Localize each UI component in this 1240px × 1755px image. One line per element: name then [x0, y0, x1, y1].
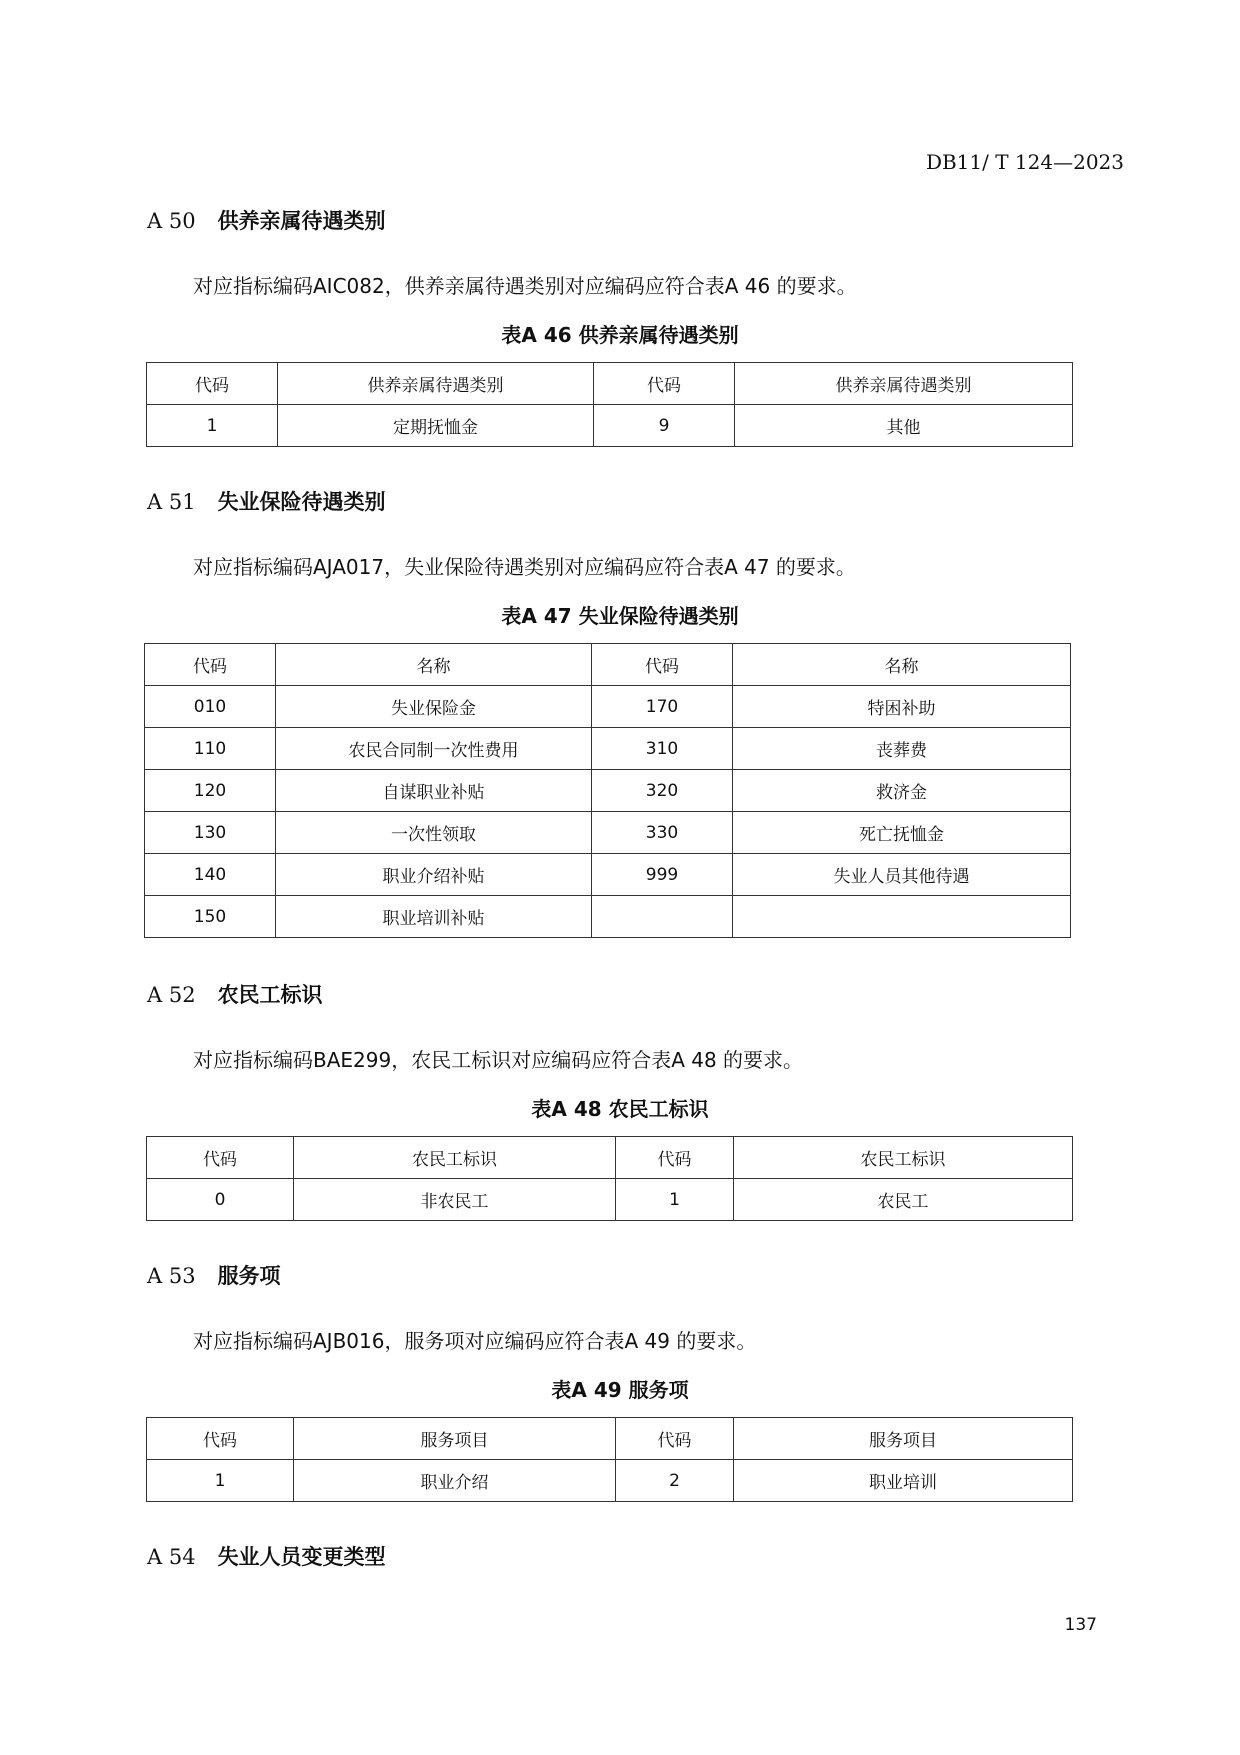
- code-cell: 999: [592, 854, 733, 896]
- code-cell: 140: [145, 854, 276, 896]
- header-cell: 代码: [594, 363, 735, 405]
- section-paragraph-a50: 对应指标编码AIC082，供养亲属待遇类别对应编码应符合表A 46 的要求。: [193, 274, 857, 298]
- table-caption-a46: 表A 46 供养亲属待遇类别: [501, 323, 739, 347]
- section-number: A 52: [147, 983, 196, 1007]
- code-table-a49: [146, 1417, 1073, 1502]
- name-cell: 死亡抚恤金: [733, 812, 1071, 854]
- name-cell: 职业培训补贴: [276, 896, 592, 938]
- name-cell: 自谋职业补贴: [276, 770, 592, 812]
- code-cell: 120: [145, 770, 276, 812]
- table-header-row: [145, 644, 1071, 686]
- name-cell: 非农民工: [294, 1179, 616, 1221]
- section-heading-a50: [147, 205, 386, 235]
- name-cell: 职业介绍补贴: [276, 854, 592, 896]
- section-title: 农民工标识: [217, 983, 323, 1007]
- header-cell: 供养亲属待遇类别: [278, 363, 594, 405]
- section-paragraph-a51: 对应指标编码AJA017，失业保险待遇类别对应编码应符合表A 47 的要求。: [193, 555, 856, 579]
- header-cell: 代码: [147, 363, 278, 405]
- section-title: 供养亲属待遇类别: [217, 209, 386, 233]
- code-cell: 110: [145, 728, 276, 770]
- header-cell: 代码: [147, 1137, 294, 1179]
- code-cell: 0: [147, 1179, 294, 1221]
- header-cell: 服务项目: [294, 1418, 616, 1460]
- header-cell: 名称: [733, 644, 1071, 686]
- header-cell: 代码: [145, 644, 276, 686]
- code-cell: 320: [592, 770, 733, 812]
- header-cell: 代码: [592, 644, 733, 686]
- name-cell: 特困补助: [733, 686, 1071, 728]
- header-cell: 农民工标识: [734, 1137, 1073, 1179]
- code-cell: 1: [616, 1179, 734, 1221]
- code-cell: 310: [592, 728, 733, 770]
- name-cell: 救济金: [733, 770, 1071, 812]
- name-cell: 农民工: [734, 1179, 1073, 1221]
- section-number: A 51: [147, 490, 196, 514]
- name-cell: 其他: [735, 405, 1073, 447]
- code-table-a46: [146, 362, 1073, 447]
- name-cell: 职业介绍: [294, 1460, 616, 1502]
- code-cell: 170: [592, 686, 733, 728]
- name-cell: 失业人员其他待遇: [733, 854, 1071, 896]
- section-title: 失业保险待遇类别: [217, 490, 386, 514]
- page-number: 137: [1064, 1615, 1097, 1635]
- section-heading-a51: [147, 486, 386, 516]
- table-caption-a48: 表A 48 农民工标识: [531, 1097, 709, 1121]
- table-row: [147, 1179, 1073, 1221]
- header-cell: 代码: [616, 1137, 734, 1179]
- code-cell: 1: [147, 1460, 294, 1502]
- code-cell: 9: [594, 405, 735, 447]
- table-row: [145, 686, 1071, 728]
- code-cell: [592, 896, 733, 938]
- code-cell: 130: [145, 812, 276, 854]
- code-cell: 2: [616, 1460, 734, 1502]
- section-heading-a52: [147, 979, 323, 1009]
- header-cell: 服务项目: [734, 1418, 1073, 1460]
- code-table-a48: [146, 1136, 1073, 1221]
- section-number: A 54: [147, 1545, 196, 1569]
- table-row: [147, 1460, 1073, 1502]
- header-cell: 农民工标识: [294, 1137, 616, 1179]
- section-heading-a53: [147, 1260, 281, 1290]
- table-row: [145, 854, 1071, 896]
- code-cell: 150: [145, 896, 276, 938]
- table-row: [145, 812, 1071, 854]
- name-cell: 农民合同制一次性费用: [276, 728, 592, 770]
- header-cell: 供养亲属待遇类别: [735, 363, 1073, 405]
- header-cell: 名称: [276, 644, 592, 686]
- document-id: DB11/ T 124—2023: [925, 150, 1124, 174]
- table-row: [145, 896, 1071, 938]
- table-row: [145, 728, 1071, 770]
- code-cell: 010: [145, 686, 276, 728]
- code-table-a47: [144, 643, 1071, 938]
- table-caption-a47: 表A 47 失业保险待遇类别: [501, 604, 739, 628]
- section-heading-a54: [147, 1541, 386, 1571]
- table-row: [147, 405, 1073, 447]
- section-number: A 50: [147, 209, 196, 233]
- table-row: [145, 770, 1071, 812]
- code-cell: 1: [147, 405, 278, 447]
- table-header-row: [147, 363, 1073, 405]
- section-number: A 53: [147, 1264, 196, 1288]
- table-header-row: [147, 1418, 1073, 1460]
- name-cell: 失业保险金: [276, 686, 592, 728]
- section-title: 失业人员变更类型: [217, 1545, 386, 1569]
- name-cell: 职业培训: [734, 1460, 1073, 1502]
- header-cell: 代码: [147, 1418, 294, 1460]
- section-paragraph-a52: 对应指标编码BAE299，农民工标识对应编码应符合表A 48 的要求。: [193, 1048, 804, 1072]
- name-cell: [733, 896, 1071, 938]
- header-cell: 代码: [616, 1418, 734, 1460]
- name-cell: 一次性领取: [276, 812, 592, 854]
- name-cell: 丧葬费: [733, 728, 1071, 770]
- name-cell: 定期抚恤金: [278, 405, 594, 447]
- table-caption-a49: 表A 49 服务项: [551, 1378, 689, 1402]
- section-title: 服务项: [217, 1264, 281, 1288]
- table-header-row: [147, 1137, 1073, 1179]
- code-cell: 330: [592, 812, 733, 854]
- section-paragraph-a53: 对应指标编码AJB016，服务项对应编码应符合表A 49 的要求。: [193, 1329, 757, 1353]
